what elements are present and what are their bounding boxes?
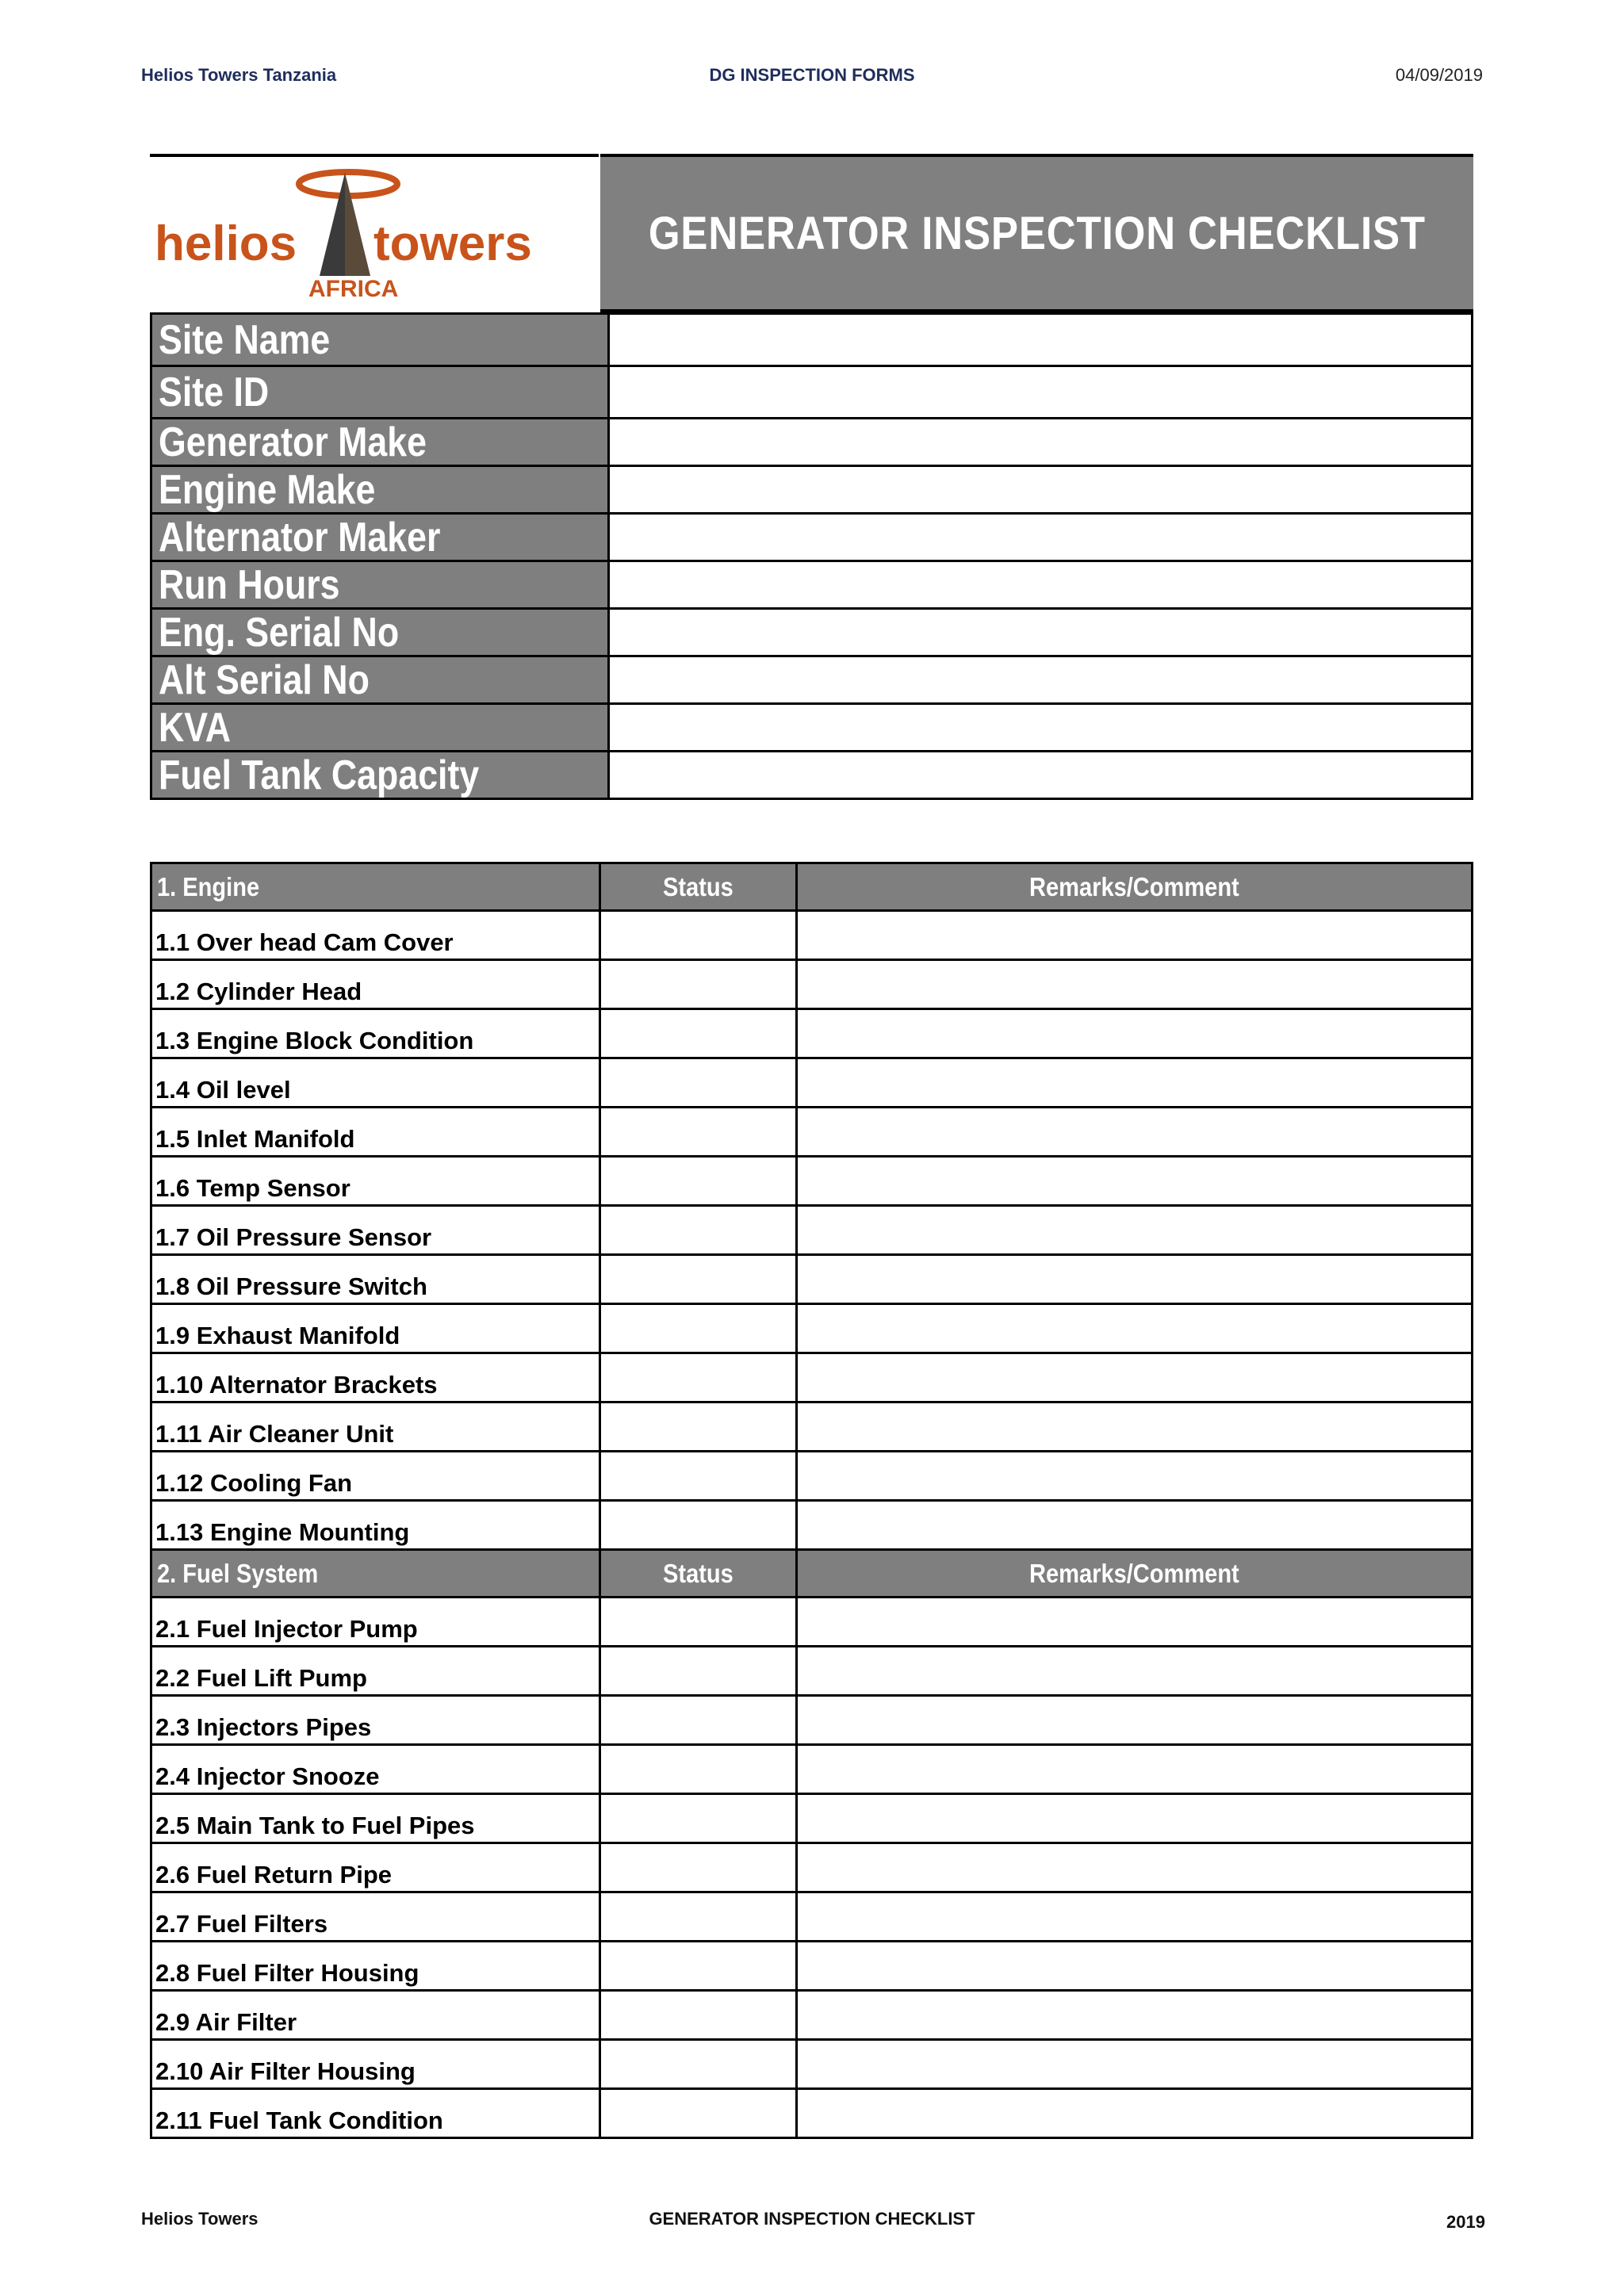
site-field-value[interactable]	[609, 514, 1473, 561]
site-field-row	[151, 609, 1473, 656]
checklist-item-row	[151, 1009, 1473, 1058]
remarks-header-cell	[797, 1550, 1473, 1598]
section-title-cell	[151, 863, 600, 911]
checklist-item-row	[151, 1501, 1473, 1550]
checklist-item-row	[151, 1696, 1473, 1745]
section-header-row	[151, 1550, 1473, 1598]
checklist-status-cell[interactable]	[600, 1402, 797, 1452]
checklist-status-cell[interactable]	[600, 1255, 797, 1304]
checklist-item-label: 2.7 Fuel Filters	[151, 1892, 600, 1942]
site-info-table	[150, 312, 1473, 800]
checklist-status-cell[interactable]	[600, 1058, 797, 1108]
checklist-table	[150, 862, 1473, 2139]
checklist-item-label: 2.10 Air Filter Housing	[151, 2040, 600, 2089]
checklist-item-label: 1.11 Air Cleaner Unit	[151, 1402, 600, 1452]
site-field-row	[151, 704, 1473, 752]
logo	[150, 154, 599, 311]
checklist-item-label: 2.9 Air Filter	[151, 1991, 600, 2040]
site-field-label-text: Alternator Maker	[159, 514, 441, 561]
checklist-remarks-cell[interactable]	[797, 1009, 1473, 1058]
checklist-item-row	[151, 1843, 1473, 1892]
section-header-row	[151, 863, 1473, 911]
header-form-type: DG INSPECTION FORMS	[709, 65, 915, 85]
checklist-status-cell[interactable]	[600, 1452, 797, 1501]
checklist-remarks-cell[interactable]	[797, 1206, 1473, 1255]
site-field-value[interactable]	[609, 609, 1473, 656]
checklist-item-row	[151, 2040, 1473, 2089]
checklist-status-cell[interactable]	[600, 1892, 797, 1942]
checklist-status-cell[interactable]	[600, 1942, 797, 1991]
checklist-status-cell[interactable]	[600, 1353, 797, 1402]
form-title: GENERATOR INSPECTION CHECKLIST	[648, 207, 1426, 259]
checklist-status-cell[interactable]	[600, 1009, 797, 1058]
checklist-status-cell[interactable]	[600, 1206, 797, 1255]
checklist-item-row	[151, 1794, 1473, 1843]
checklist-item-label: 1.7 Oil Pressure Sensor	[151, 1206, 600, 1255]
site-field-label	[151, 561, 609, 609]
checklist-item-label: 2.11 Fuel Tank Condition	[151, 2089, 600, 2138]
checklist-item-label: 1.13 Engine Mounting	[151, 1501, 600, 1550]
checklist-item-row	[151, 2089, 1473, 2138]
section-title: 2. Fuel System	[157, 1558, 319, 1588]
checklist-remarks-cell[interactable]	[797, 1794, 1473, 1843]
section-title-cell	[151, 1550, 600, 1598]
site-field-value[interactable]	[609, 561, 1473, 609]
checklist-item-row	[151, 1745, 1473, 1794]
section-title: 1. Engine	[157, 871, 260, 901]
helios-towers-logo	[150, 157, 596, 309]
checklist-remarks-cell[interactable]	[797, 1353, 1473, 1402]
site-field-label	[151, 656, 609, 704]
site-field-value[interactable]	[609, 752, 1473, 799]
site-field-label-text: Generator Make	[159, 419, 427, 465]
checklist-remarks-cell[interactable]	[797, 1255, 1473, 1304]
checklist-item-label: 2.8 Fuel Filter Housing	[151, 1942, 600, 1991]
footer-year: 2019	[1446, 2212, 1485, 2232]
checklist-remarks-cell[interactable]	[797, 1745, 1473, 1794]
checklist-item-row	[151, 1304, 1473, 1353]
footer-title: GENERATOR INSPECTION CHECKLIST	[649, 2209, 975, 2229]
site-field-row	[151, 466, 1473, 514]
checklist-remarks-cell[interactable]	[797, 1647, 1473, 1696]
checklist-status-cell[interactable]	[600, 2089, 797, 2138]
checklist-remarks-cell[interactable]	[797, 1942, 1473, 1991]
checklist-item-label: 2.1 Fuel Injector Pump	[151, 1598, 600, 1647]
checklist-remarks-cell[interactable]	[797, 1058, 1473, 1108]
site-field-label	[151, 514, 609, 561]
site-field-row	[151, 366, 1473, 419]
checklist-status-cell[interactable]	[600, 1843, 797, 1892]
logo-sub: AFRICA	[308, 276, 399, 302]
site-field-label-text: KVA	[159, 704, 232, 751]
site-field-label	[151, 466, 609, 514]
status-header: Status	[663, 871, 733, 901]
site-field-row	[151, 656, 1473, 704]
site-field-value[interactable]	[609, 419, 1473, 466]
checklist-item-row	[151, 1647, 1473, 1696]
checklist-remarks-cell[interactable]	[797, 911, 1473, 960]
checklist-status-cell[interactable]	[600, 1647, 797, 1696]
checklist-remarks-cell[interactable]	[797, 1991, 1473, 2040]
remarks-header: Remarks/Comment	[1029, 1558, 1239, 1588]
checklist-item-label: 1.4 Oil level	[151, 1058, 600, 1108]
site-field-label	[151, 419, 609, 466]
checklist-item-label: 1.8 Oil Pressure Switch	[151, 1255, 600, 1304]
checklist-item-label: 1.1 Over head Cam Cover	[151, 911, 600, 960]
checklist-status-cell[interactable]	[600, 1794, 797, 1843]
site-field-value[interactable]	[609, 314, 1473, 366]
checklist-status-cell[interactable]	[600, 1501, 797, 1550]
checklist-remarks-cell[interactable]	[797, 1696, 1473, 1745]
checklist-remarks-cell[interactable]	[797, 1501, 1473, 1550]
site-field-value[interactable]	[609, 656, 1473, 704]
status-header-cell	[600, 1550, 797, 1598]
header-company: Helios Towers Tanzania	[141, 65, 337, 85]
checklist-item-label: 2.5 Main Tank to Fuel Pipes	[151, 1794, 600, 1843]
title-block	[150, 154, 1473, 312]
site-field-label-text: Alt Serial No	[159, 656, 370, 703]
site-field-label-text: Run Hours	[159, 561, 340, 608]
checklist-item-label: 2.2 Fuel Lift Pump	[151, 1647, 600, 1696]
checklist-item-label: 2.4 Injector Snooze	[151, 1745, 600, 1794]
checklist-item-row	[151, 1157, 1473, 1206]
header-date: 04/09/2019	[1395, 65, 1483, 85]
status-header: Status	[663, 1558, 733, 1588]
checklist-item-label: 1.12 Cooling Fan	[151, 1452, 600, 1501]
site-field-label	[151, 704, 609, 752]
site-field-value[interactable]	[609, 704, 1473, 752]
site-field-label-text: Site Name	[159, 316, 331, 363]
checklist-status-cell[interactable]	[600, 1304, 797, 1353]
site-field-label-text: Site ID	[159, 369, 270, 415]
checklist-status-cell[interactable]	[600, 1157, 797, 1206]
checklist-remarks-cell[interactable]	[797, 1843, 1473, 1892]
checklist-status-cell[interactable]	[600, 1991, 797, 2040]
site-field-row	[151, 314, 1473, 366]
checklist-item-row	[151, 1206, 1473, 1255]
site-field-row	[151, 752, 1473, 799]
checklist-remarks-cell[interactable]	[797, 1304, 1473, 1353]
checklist-item-row	[151, 1058, 1473, 1108]
checklist-status-cell[interactable]	[600, 1696, 797, 1745]
form-title-cell	[600, 154, 1473, 312]
checklist-remarks-cell[interactable]	[797, 1402, 1473, 1452]
checklist-item-label: 1.9 Exhaust Manifold	[151, 1304, 600, 1353]
checklist-status-cell[interactable]	[600, 2040, 797, 2089]
checklist-status-cell[interactable]	[600, 1108, 797, 1157]
checklist-item-row	[151, 960, 1473, 1009]
checklist-item-row	[151, 1452, 1473, 1501]
checklist-item-row	[151, 1402, 1473, 1452]
checklist-remarks-cell[interactable]	[797, 1157, 1473, 1206]
remarks-header: Remarks/Comment	[1029, 871, 1239, 901]
footer-company: Helios Towers	[141, 2209, 259, 2229]
checklist-item-row	[151, 1942, 1473, 1991]
checklist-status-cell[interactable]	[600, 1745, 797, 1794]
checklist-item-row	[151, 1353, 1473, 1402]
checklist-item-row	[151, 1255, 1473, 1304]
remarks-header-cell	[797, 863, 1473, 911]
checklist-status-cell[interactable]	[600, 911, 797, 960]
checklist-item-label: 1.2 Cylinder Head	[151, 960, 600, 1009]
checklist-item-label: 1.10 Alternator Brackets	[151, 1353, 600, 1402]
site-field-label	[151, 752, 609, 799]
checklist-item-label: 2.3 Injectors Pipes	[151, 1696, 600, 1745]
site-field-label	[151, 366, 609, 419]
checklist-remarks-cell[interactable]	[797, 1892, 1473, 1942]
checklist-item-label: 2.6 Fuel Return Pipe	[151, 1843, 600, 1892]
site-field-label-text: Engine Make	[159, 466, 376, 513]
checklist-item-row	[151, 1991, 1473, 2040]
site-field-label-text: Eng. Serial No	[159, 609, 400, 656]
site-field-label-text: Fuel Tank Capacity	[159, 752, 480, 798]
checklist-item-label: 1.3 Engine Block Condition	[151, 1009, 600, 1058]
site-field-value[interactable]	[609, 466, 1473, 514]
logo-word-left: helios	[155, 216, 297, 271]
checklist-item-label: 1.6 Temp Sensor	[151, 1157, 600, 1206]
status-header-cell	[600, 863, 797, 911]
checklist-item-row	[151, 911, 1473, 960]
site-field-row	[151, 419, 1473, 466]
checklist-item-row	[151, 1892, 1473, 1942]
checklist-item-row	[151, 1598, 1473, 1647]
checklist-remarks-cell[interactable]	[797, 2089, 1473, 2138]
checklist-remarks-cell[interactable]	[797, 1452, 1473, 1501]
checklist-remarks-cell[interactable]	[797, 960, 1473, 1009]
checklist-remarks-cell[interactable]	[797, 1108, 1473, 1157]
checklist-remarks-cell[interactable]	[797, 2040, 1473, 2089]
checklist-status-cell[interactable]	[600, 1598, 797, 1647]
checklist-status-cell[interactable]	[600, 960, 797, 1009]
site-field-row	[151, 514, 1473, 561]
site-field-label	[151, 314, 609, 366]
logo-word-right: towers	[373, 216, 532, 271]
checklist-remarks-cell[interactable]	[797, 1598, 1473, 1647]
checklist-item-row	[151, 1108, 1473, 1157]
site-field-label	[151, 609, 609, 656]
site-field-value[interactable]	[609, 366, 1473, 419]
checklist-item-label: 1.5 Inlet Manifold	[151, 1108, 600, 1157]
site-field-row	[151, 561, 1473, 609]
